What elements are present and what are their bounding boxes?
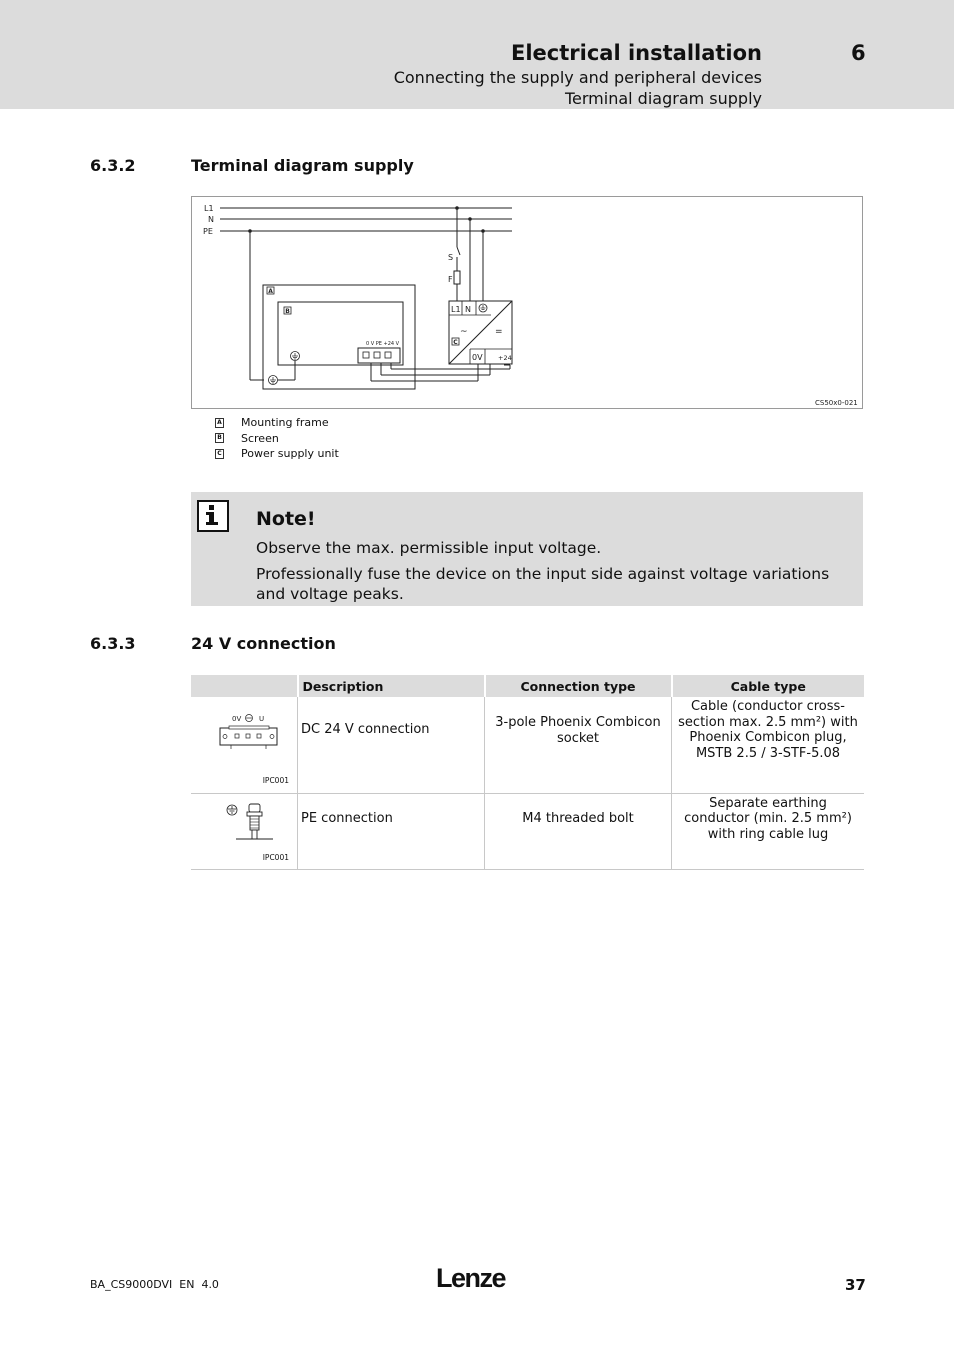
table-header: Cable type bbox=[672, 675, 865, 697]
chapter-title: Electrical installation bbox=[511, 41, 762, 65]
fuse-icon bbox=[454, 271, 460, 284]
svg-text:0V: 0V bbox=[232, 715, 242, 723]
legend-key: C bbox=[215, 449, 224, 459]
note-box bbox=[191, 492, 863, 606]
legend-key: A bbox=[215, 418, 224, 428]
cable-type-cell: Separate earthing conductor (min. 2.5 mm²) with ring cable lug bbox=[672, 793, 865, 870]
terminal-labels: 0 V PE +24 V bbox=[366, 341, 400, 347]
connection-type-cell: M4 threaded bolt bbox=[485, 793, 672, 870]
svg-text:N: N bbox=[465, 305, 471, 314]
line-label: N bbox=[208, 215, 214, 224]
legend-text: Power supply unit bbox=[241, 447, 339, 461]
line-label: L1 bbox=[204, 204, 214, 213]
terminal-diagram bbox=[191, 196, 863, 409]
page-number: 37 bbox=[845, 1276, 866, 1294]
switch-label: S bbox=[448, 253, 454, 262]
mounting-frame bbox=[263, 285, 415, 389]
svg-text:U: U bbox=[259, 715, 265, 723]
table-header: Connection type bbox=[485, 675, 672, 697]
chapter-number: 6 bbox=[851, 41, 866, 65]
header-subtitle: Connecting the supply and peripheral devices bbox=[393, 68, 762, 87]
description-cell: DC 24 V connection bbox=[298, 697, 485, 793]
connection-type-cell: 3-pole Phoenix Combicon socket bbox=[485, 697, 672, 793]
legend-text: Mounting frame bbox=[241, 416, 329, 430]
image-id: IPC001 bbox=[262, 776, 289, 785]
note-text: Observe the max. permissible input voltage. bbox=[256, 539, 602, 557]
svg-text:C: C bbox=[453, 339, 458, 346]
table-header-row bbox=[191, 675, 864, 697]
svg-text:=: = bbox=[495, 327, 503, 337]
section-title: Terminal diagram supply bbox=[191, 156, 414, 175]
table-row bbox=[191, 793, 864, 870]
legend-item bbox=[215, 431, 339, 447]
header-band bbox=[0, 0, 954, 109]
legend-key: B bbox=[215, 433, 224, 443]
legend-text: Screen bbox=[241, 431, 279, 445]
svg-text:B: B bbox=[285, 308, 290, 315]
section-title: 24 V connection bbox=[191, 634, 336, 653]
svg-text:A: A bbox=[268, 288, 273, 295]
fuse-label: F bbox=[448, 275, 453, 284]
connector-image-cell bbox=[191, 697, 298, 793]
line-label: PE bbox=[203, 227, 213, 236]
diagram-legend bbox=[215, 415, 339, 462]
legend-item bbox=[215, 446, 339, 462]
svg-text:Lenze: Lenze bbox=[436, 1263, 506, 1292]
connector-image-cell bbox=[191, 793, 298, 870]
table-header bbox=[191, 675, 298, 697]
legend-item bbox=[215, 415, 339, 431]
note-text: Professionally fuse the device on the input side against voltage variations and voltage peaks. bbox=[256, 565, 830, 603]
cable-type-cell: Cable (conductor cross-section max. 2.5 mm²) with Phoenix Combicon plug, MSTB 2.5 / 3-STF-5.08 bbox=[672, 697, 865, 793]
table-header: Description bbox=[298, 675, 485, 697]
section-number: 6.3.3 bbox=[90, 634, 136, 653]
svg-text:0V: 0V bbox=[472, 353, 483, 362]
image-id: IPC001 bbox=[262, 852, 289, 862]
info-icon bbox=[197, 500, 229, 532]
section-number: 6.3.2 bbox=[90, 156, 136, 175]
svg-text:~: ~ bbox=[460, 327, 468, 337]
connection-table bbox=[191, 675, 864, 870]
description-cell: PE connection bbox=[298, 793, 485, 870]
document-id: BA_CS9000DVI EN 4.0 bbox=[90, 1278, 219, 1291]
note-title: Note! bbox=[256, 508, 316, 530]
lenze-logo bbox=[436, 1262, 516, 1296]
svg-text:L1: L1 bbox=[451, 305, 461, 314]
figure-id: CS50x0-021 bbox=[815, 399, 858, 407]
table-row bbox=[191, 697, 864, 793]
svg-text:+24: +24 bbox=[498, 354, 512, 362]
header-subtitle: Terminal diagram supply bbox=[564, 89, 762, 108]
